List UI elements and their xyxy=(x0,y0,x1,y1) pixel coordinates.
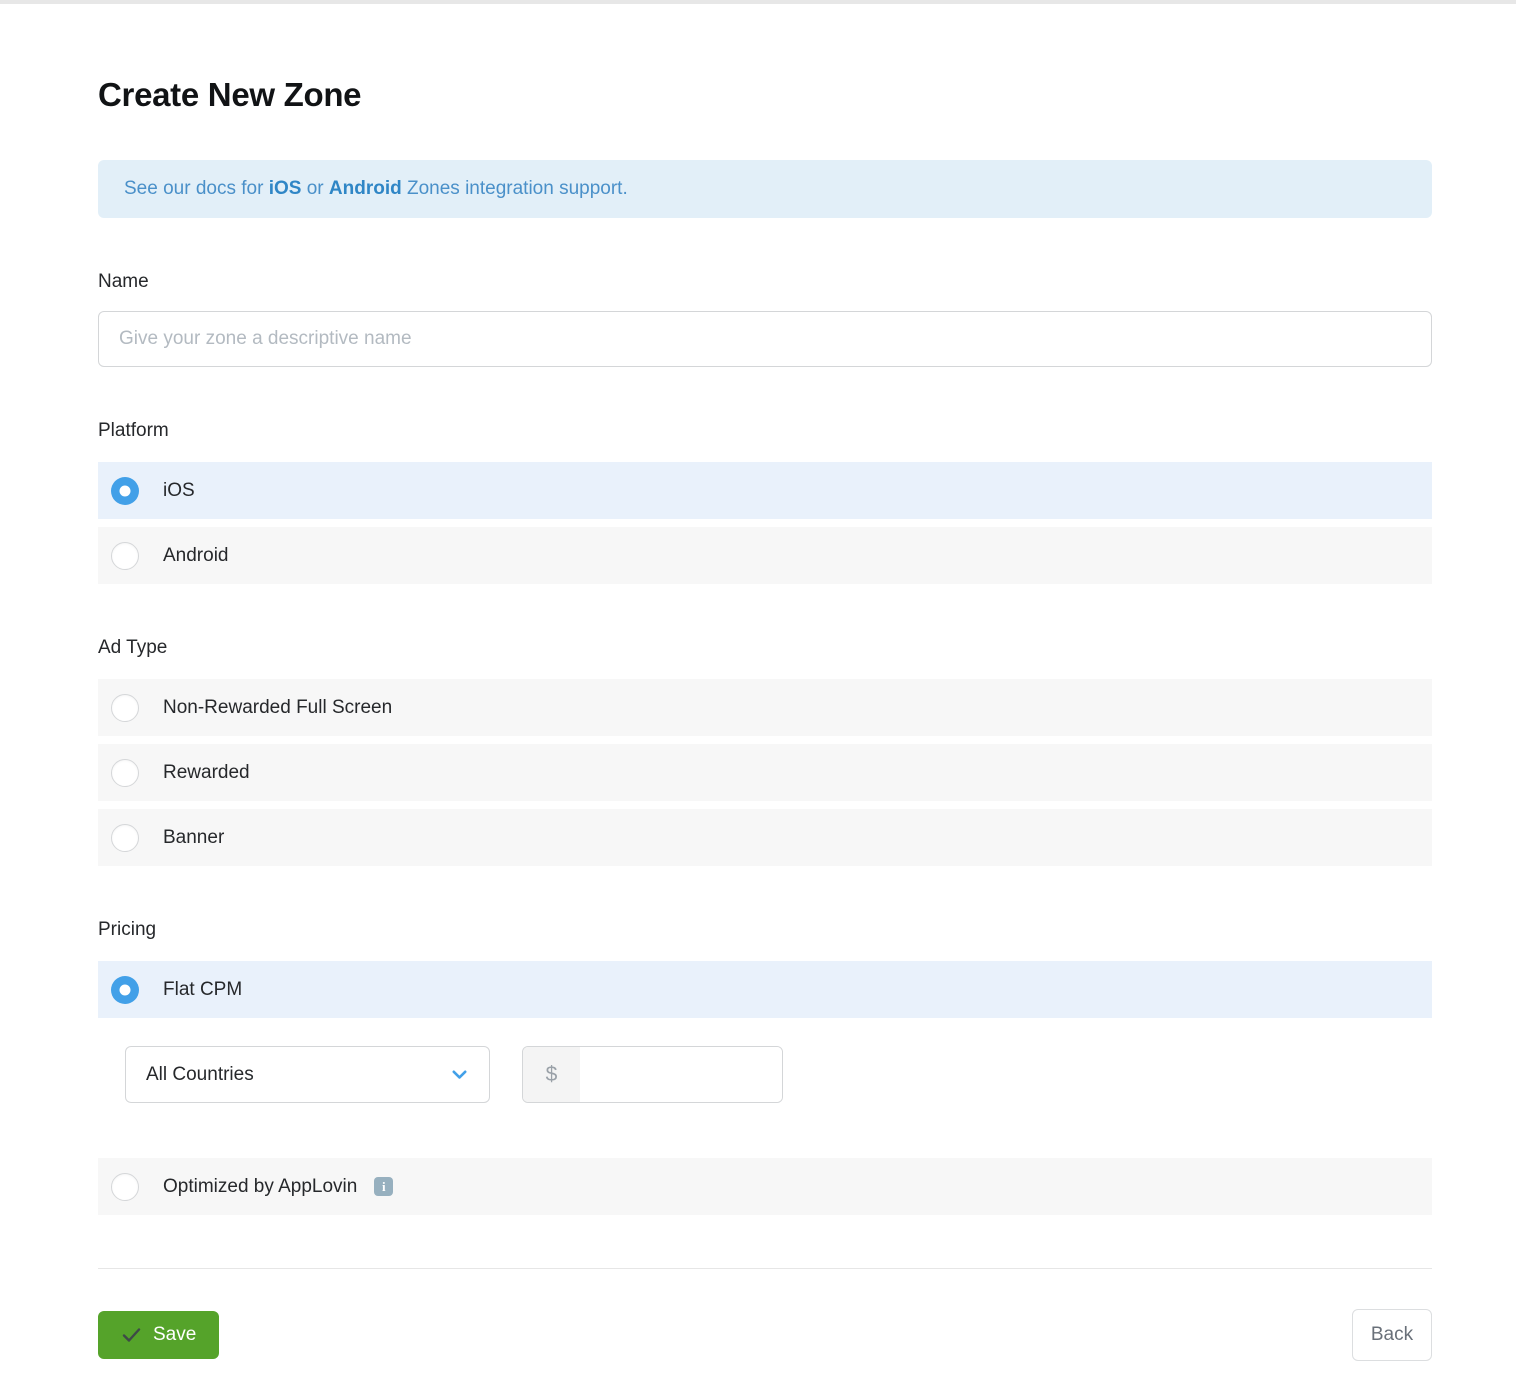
page-title: Create New Zone xyxy=(98,76,362,113)
radio-selected-icon[interactable] xyxy=(111,976,139,1004)
chevron-down-icon xyxy=(452,1064,467,1086)
banner-text-before: See our docs for xyxy=(124,178,269,199)
ad-type-option-label: Non-Rewarded Full Screen xyxy=(163,696,393,718)
footer-divider xyxy=(98,1268,1432,1269)
ad-type-option-label: Banner xyxy=(163,826,225,848)
ad-type-options xyxy=(98,679,1432,866)
ad-type-option-non-rewarded[interactable] xyxy=(98,679,1432,736)
radio-selected-icon[interactable] xyxy=(111,477,139,505)
form-footer xyxy=(98,1309,1432,1361)
back-button[interactable]: Back xyxy=(1352,1309,1432,1361)
ad-type-option-label: Rewarded xyxy=(163,761,250,783)
radio-unselected-icon[interactable] xyxy=(111,759,139,787)
docs-info-banner xyxy=(98,160,1432,218)
top-border xyxy=(0,0,1516,4)
pricing-options xyxy=(98,961,1432,1215)
country-select-value: All Countries xyxy=(146,1063,254,1085)
radio-unselected-icon[interactable] xyxy=(111,542,139,570)
platform-label: Platform xyxy=(98,420,169,441)
pricing-option-label: Flat CPM xyxy=(163,978,243,1000)
cpm-amount-field xyxy=(522,1046,783,1103)
radio-unselected-icon[interactable] xyxy=(111,694,139,722)
platform-option-ios[interactable] xyxy=(98,462,1432,519)
save-button-label: Save xyxy=(153,1324,197,1345)
zone-name-input[interactable] xyxy=(98,311,1432,367)
check-icon xyxy=(121,1326,142,1344)
android-docs-link[interactable]: Android xyxy=(328,178,402,199)
pricing-label: Pricing xyxy=(98,919,157,940)
banner-text-middle: or xyxy=(301,178,329,199)
platform-option-label: iOS xyxy=(163,479,195,501)
cpm-amount-input[interactable] xyxy=(580,1047,783,1102)
save-button[interactable] xyxy=(98,1311,219,1359)
name-label: Name xyxy=(98,271,149,292)
radio-unselected-icon[interactable] xyxy=(111,1173,139,1201)
country-select[interactable] xyxy=(125,1046,490,1103)
create-zone-form xyxy=(98,75,1432,1391)
radio-unselected-icon[interactable] xyxy=(111,824,139,852)
pricing-option-label: Optimized by AppLovin xyxy=(163,1175,358,1197)
pricing-option-optimized[interactable] xyxy=(98,1158,1432,1215)
info-icon[interactable]: i xyxy=(374,1177,393,1196)
platform-option-label: Android xyxy=(163,544,229,566)
pricing-option-flat-cpm[interactable] xyxy=(98,961,1432,1018)
currency-prefix: $ xyxy=(523,1047,580,1102)
banner-text-after: Zones integration support. xyxy=(401,178,628,199)
platform-options xyxy=(98,462,1432,584)
flat-cpm-controls xyxy=(125,1046,1432,1103)
platform-option-android[interactable] xyxy=(98,527,1432,584)
ad-type-option-banner[interactable] xyxy=(98,809,1432,866)
banner-text xyxy=(124,178,628,200)
ad-type-label: Ad Type xyxy=(98,637,168,658)
ad-type-option-rewarded[interactable] xyxy=(98,744,1432,801)
ios-docs-link[interactable]: iOS xyxy=(268,178,302,199)
